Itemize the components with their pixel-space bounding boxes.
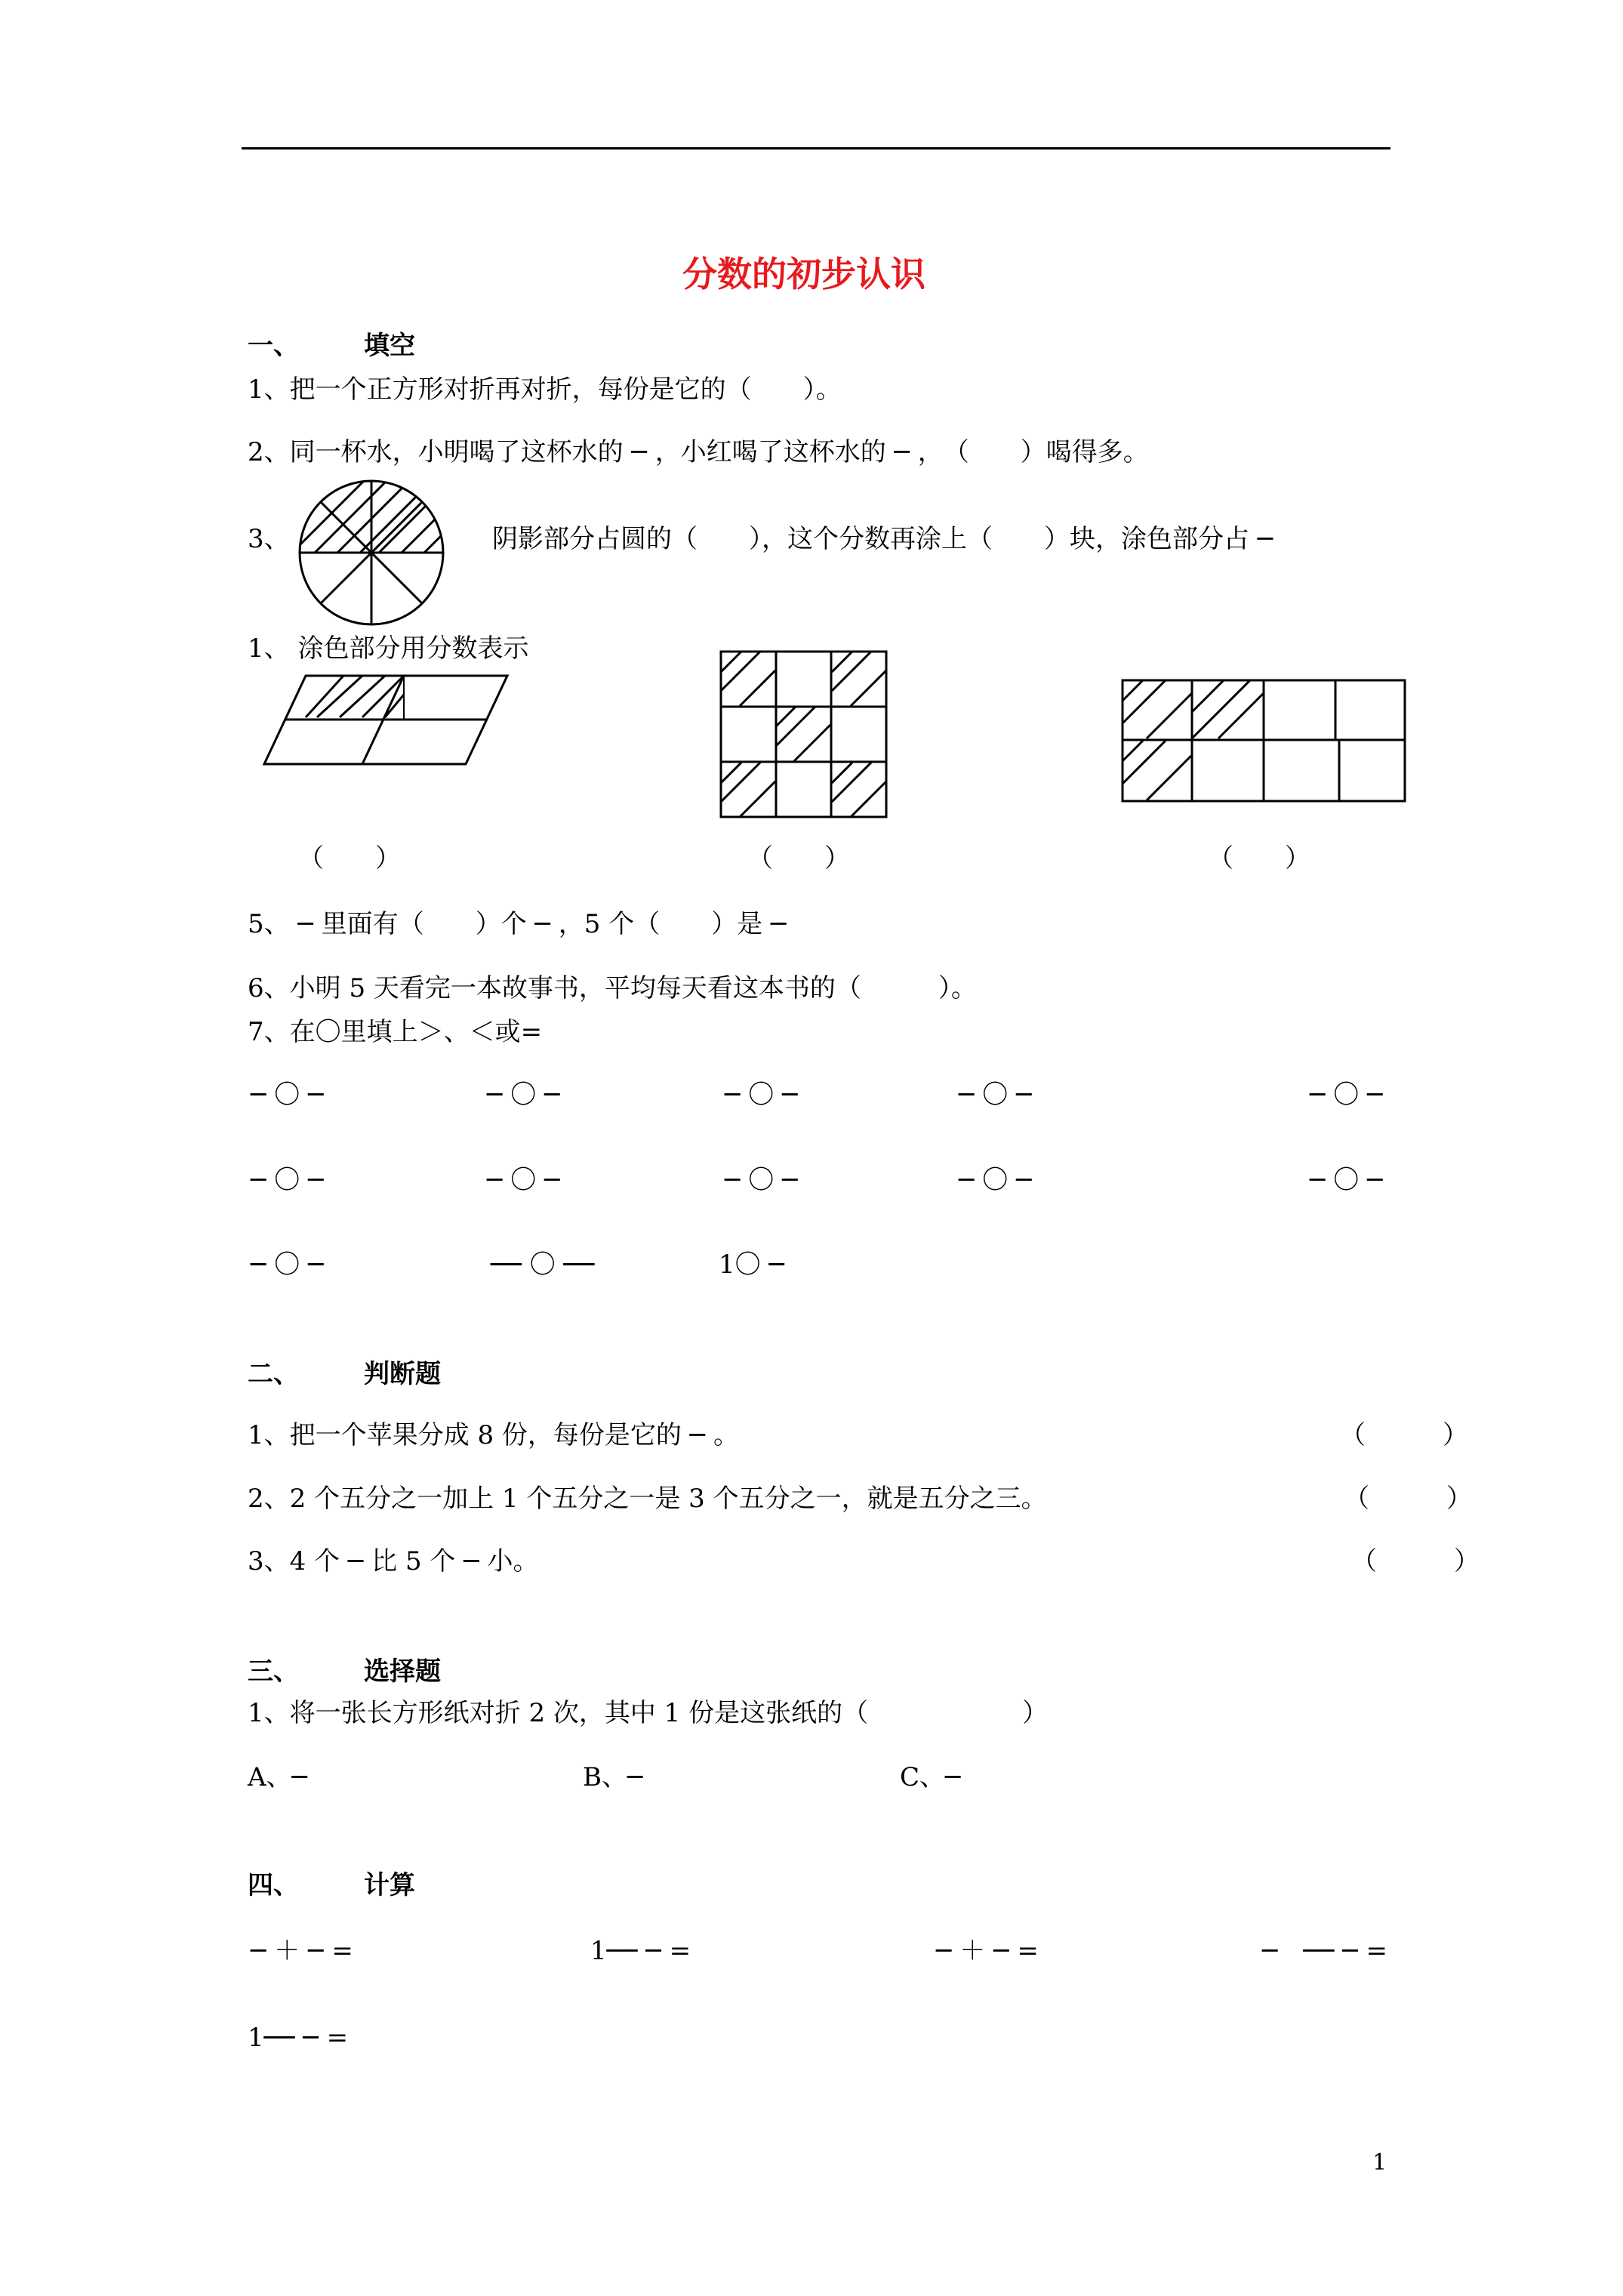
judge-bracket-1: （ ） [1340,1420,1468,1450]
section-1-heading: 填空 [364,331,415,361]
fill-question-2: 2、同一杯水，小明喝了这杯水的 ─ ，小红喝了这杯水的 ─ ， （ ）喝得多。 [248,437,1149,467]
calc-item: 1── ─ = [248,2023,349,2053]
compare-item: ─ 〇 ─ [959,1165,1032,1195]
rectangle-grid-figure [1120,678,1407,803]
section-4-number: 四、 [248,1870,299,1900]
choice-question-1: 1、将一张长方形纸对折 2 次，其中 1 份是这张纸的（ ） [248,1698,1049,1728]
figure-3-answer: （ ） [1208,843,1310,874]
square-grid-figure [719,649,888,819]
fill-question-3-number: 3、 [248,524,290,554]
compare-item: ─ 〇 ─ [1310,1080,1383,1110]
compare-item: ── 〇 ── [491,1250,595,1280]
section-3-heading: 选择题 [364,1657,441,1687]
top-rule [242,147,1390,149]
choice-option-a: A、─ [248,1762,308,1792]
calc-item: ─ ── ─ = [1262,1936,1387,1966]
fill-question-5: 5、 ─ 里面有（ ）个 ─ ，5 个（ ）是 ─ [248,909,787,939]
judge-question-3: 3、4 个 ─ 比 5 个 ─ 小。 [248,1546,539,1576]
compare-item: ─ 〇 ─ [959,1080,1032,1110]
compare-item: ─ 〇 ─ [251,1080,324,1110]
compare-item: ─ 〇 ─ [487,1165,560,1195]
parallelogram-figure [264,672,513,770]
compare-item: ─ 〇 ─ [487,1080,560,1110]
compare-item: 1〇 ─ [719,1250,784,1280]
section-2-number: 二、 [248,1359,299,1389]
judge-bracket-2: （ ） [1344,1484,1472,1514]
section-2-heading: 判断题 [364,1359,441,1389]
section-1-number: 一、 [248,331,299,361]
compare-item: ─ 〇 ─ [725,1165,798,1195]
calc-item: ─ ＋ ─ = [936,1936,1039,1966]
fill-question-4: 1、 涂色部分用分数表示 [248,633,529,664]
judge-question-1: 1、把一个苹果分成 8 份，每份是它的 ─ 。 [248,1420,739,1450]
choice-option-b: B、─ [583,1762,643,1792]
calc-item: 1── ─ = [590,1936,691,1966]
calc-item: ─ ＋ ─ = [251,1936,353,1966]
compare-item: ─ 〇 ─ [1310,1165,1383,1195]
choice-option-c: C、─ [900,1762,961,1792]
fill-question-1: 1、把一个正方形对折再对折，每份是它的（ ）。 [248,374,842,405]
fill-question-6: 6、小明 5 天看完一本故事书，平均每天看这本书的（ ）。 [248,973,977,1003]
section-4-heading: 计算 [364,1870,415,1900]
page-number: 1 [1372,2150,1387,2176]
figure-2-answer: （ ） [747,843,850,874]
figure-1-answer: （ ） [298,843,401,874]
section-3-number: 三、 [248,1657,299,1687]
judge-bracket-3: （ ） [1351,1546,1480,1576]
circle-figure [296,477,447,628]
compare-item: ─ 〇 ─ [251,1165,324,1195]
fill-question-7: 7、在〇里填上＞、＜或= [248,1017,543,1047]
fill-question-3: 阴影部分占圆的（ ），这个分数再涂上（ ）块，涂色部分占 ─ [492,524,1273,554]
judge-question-2: 2、2 个五分之一加上 1 个五分之一是 3 个五分之一，就是五分之三。 [248,1484,1047,1514]
page-title: 分数的初步认识 [682,254,925,294]
compare-item: ─ 〇 ─ [251,1250,324,1280]
compare-item: ─ 〇 ─ [725,1080,798,1110]
